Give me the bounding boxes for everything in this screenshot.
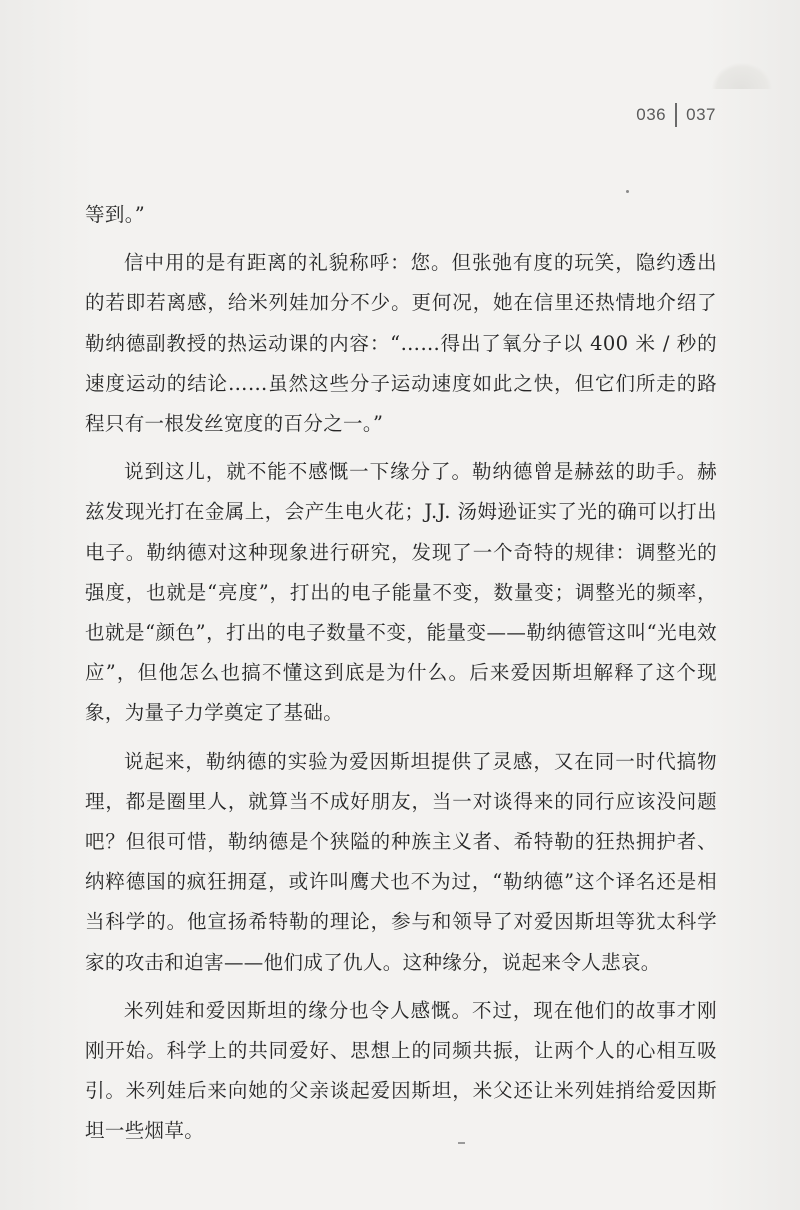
paragraph: 信中用的是有距离的礼貌称呼：您。但张弛有度的玩笑，隐约透出的若即若离感，给米列娃加分不少。更何况，她在信里还热情地介绍了勒纳德副教授的热运动课的内容：“……得出了氧分子以 400 米 / 秒的速度运动的结论……虽然这些分子运动速度如此之快，但它们所走的路程只有一根发丝宽度的百分之一。” <box>85 251 717 436</box>
scan-speck <box>626 190 629 193</box>
page-number-left: 036 <box>636 105 667 124</box>
header-decoration <box>712 63 772 89</box>
paragraph: 说到这儿，就不能不感慨一下缘分了。勒纳德曾是赫兹的助手。赫兹发现光打在金属上，会产生电火花；J.J. 汤姆逊证实了光的确可以打出电子。勒纳德对这种现象进行研究，发现了一个奇特的规律：调整光的强度，也就是“亮度”，打出的电子能量不变，数量变；调整光的频率，也就是“颜色”，打出的电子数量不变，能量变——勒纳德管这叫“光电效应”，但他怎么也搞不懂这到底是为什么。后来爱因斯坦解释了这个现象，为量子力学奠定了基础。 <box>85 460 717 725</box>
scan-speck <box>458 1142 465 1144</box>
paragraph: 米列娃和爱因斯坦的缘分也令人感慨。不过，现在他们的故事才刚刚开始。科学上的共同爱好、思想上的同频共振，让两个人的心相互吸引。米列娃后来向她的父亲谈起爱因斯坦，米父还让米列娃捎给爱因斯坦一些烟草。 <box>85 998 717 1143</box>
paragraph: 说起来，勒纳德的实验为爱因斯坦提供了灵感，又在同一时代搞物理，都是圈里人，就算当不成好朋友，当一对谈得来的同行应该没问题吧？但很可惜，勒纳德是个狭隘的种族主义者、希特勒的狂热拥护者、纳粹德国的疯狂拥趸，或许叫鹰犬也不为过，“勒纳德”这个译名还是相当科学的。他宣扬希特勒的理论，参与和领导了对爱因斯坦等犹太科学家的攻击和迫害——他们成了仇人。这种缘分，说起来令人悲哀。 <box>85 749 717 974</box>
paragraph: 等到。” <box>85 203 146 226</box>
page-number <box>636 103 716 127</box>
page-number-right: 037 <box>686 105 716 124</box>
body-text <box>85 195 717 1152</box>
page-number-divider <box>675 103 677 127</box>
